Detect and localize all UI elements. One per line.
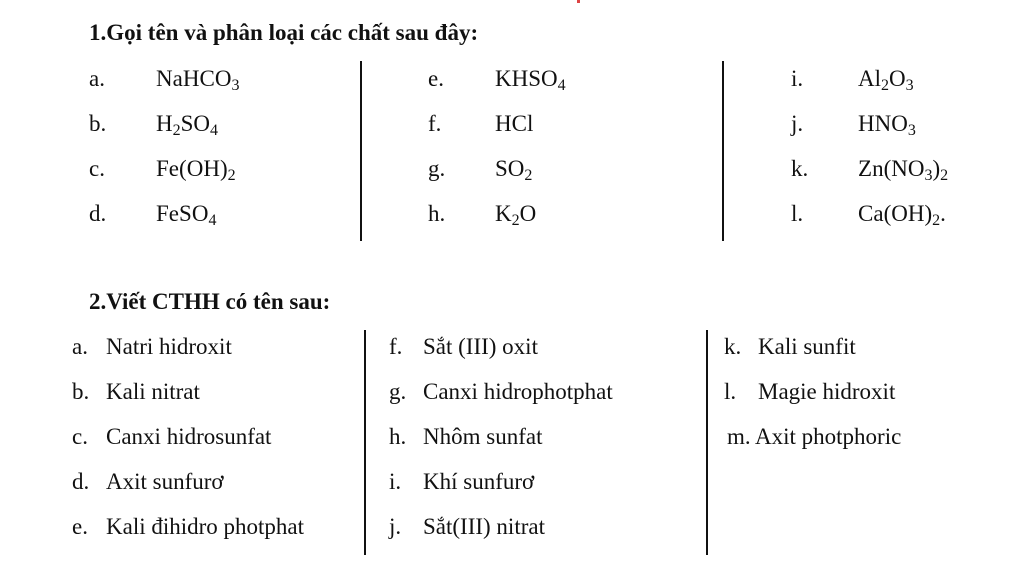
item-label: k. [791,156,809,181]
item-name: Nhôm sunfat [423,424,543,449]
column-divider [722,61,724,241]
item-formula: $Zn(NO_3)_2$ [858,156,949,184]
item-formula: $Fe(OH)_2$ [156,156,236,184]
section-1-heading: 1.Gọi tên và phân loại các chất sau đây: [89,20,479,45]
item-formula: $H_2SO_4$ [156,111,219,139]
item-formula: HCl [495,111,534,136]
item-label: h. [428,201,446,226]
item-name: Canxi hidrophotphat [423,379,613,404]
item-label: l. [724,379,737,404]
item-label: h. [389,424,407,449]
item-label: b. [89,111,107,136]
item-name: Axit sunfurơ [106,469,224,494]
item-label: g. [389,379,407,404]
item-name: Canxi hidrosunfat [106,424,272,449]
item-label: f. [428,111,442,136]
item-formula: $SO_2$ [495,156,533,184]
item-label: a. [89,66,105,91]
item-name: Kali đihidro photphat [106,514,305,539]
item-name: Natri hidroxit [106,334,232,359]
item-label: g. [428,156,446,181]
item-label: i. [389,469,402,494]
item-label: e. [72,514,88,539]
item-formula: NaHCO$_3$ [156,66,240,94]
item-name: Axit photphoric [755,424,902,449]
item-label: d. [89,201,107,226]
item-label: c. [89,156,105,181]
item-formula: $K_2O$ [495,201,537,229]
item-label: a. [72,334,88,359]
section-2-heading: 2.Viết CTHH có tên sau: [89,289,331,314]
column-divider [364,330,366,555]
item-name: Kali sunfit [758,334,856,359]
item-label: k. [724,334,742,359]
item-name: Sắt (III) oxit [423,334,538,359]
item-formula: FeSO$_4$ [156,201,217,229]
item-label: c. [72,424,88,449]
item-label: i. [791,66,804,91]
item-label: m. [727,424,751,449]
item-label: b. [72,379,90,404]
item-label: f. [389,334,403,359]
column-divider [360,61,362,241]
item-name: Kali nitrat [106,379,200,404]
item-label: l. [791,201,804,226]
item-label: j. [791,111,804,136]
red-mark [577,0,580,3]
item-formula: $KHSO_4$ [495,66,566,94]
item-name: Sắt(III) nitrat [423,514,545,539]
item-name: Khí sunfurơ [423,469,535,494]
item-label: d. [72,469,90,494]
item-formula: $HNO_3$ [858,111,916,139]
item-label: e. [428,66,444,91]
item-name: Magie hidroxit [758,379,896,404]
column-divider [706,330,708,555]
item-formula: $Ca(OH)_2$. [858,201,946,229]
item-formula: $Al_2O_3$ [858,66,914,94]
item-label: j. [389,514,402,539]
